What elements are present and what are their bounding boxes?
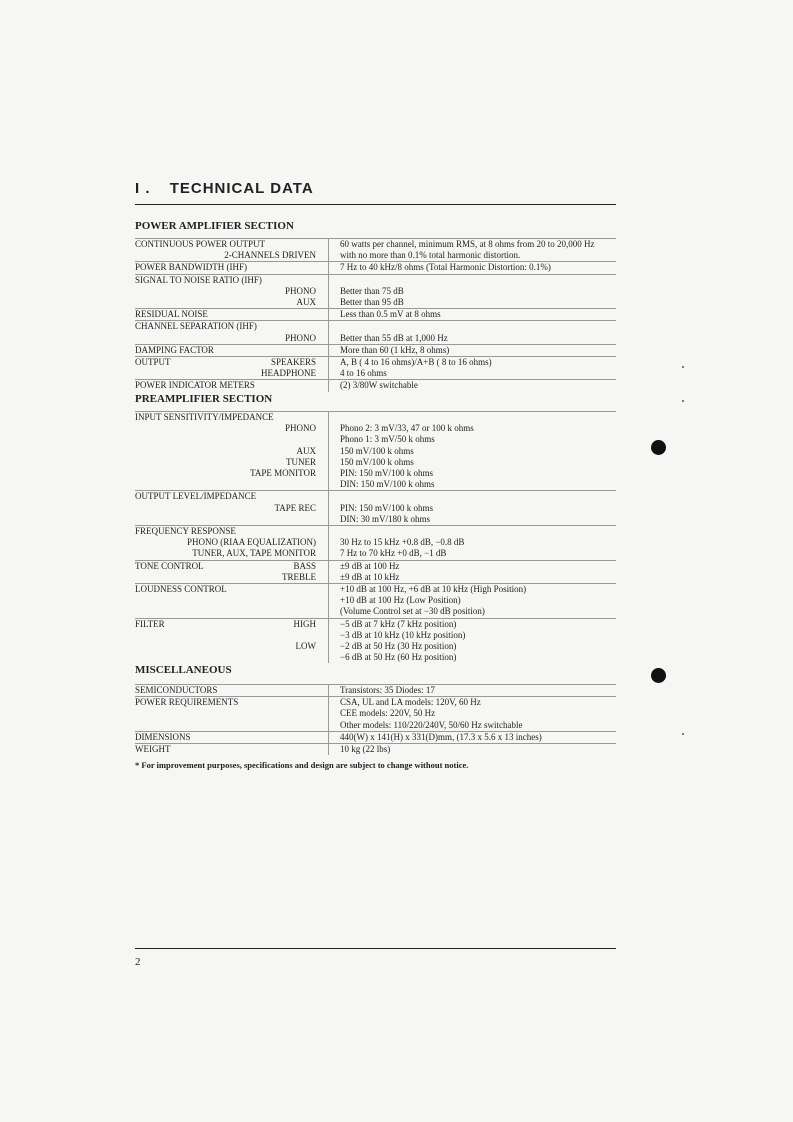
spec-row (135, 333, 616, 345)
spec-label-split (135, 560, 329, 572)
spec-value: DIN: 150 mV/100 k ohms (329, 479, 617, 491)
spec-value: (Volume Control set at −30 dB position) (329, 606, 617, 618)
spec-value: 7 Hz to 70 kHz +0 dB, −1 dB (329, 548, 617, 560)
spec-label: LOUDNESS CONTROL (135, 584, 329, 596)
spec-value (329, 526, 617, 538)
spec-value: 60 watts per channel, minimum RMS, at 8 ohms from 20 to 20,000 Hz (329, 239, 617, 251)
spec-label: PHONO (284, 332, 316, 343)
spec-label: TREBLE (282, 571, 316, 582)
preamplifier-table (135, 411, 616, 663)
spec-row (135, 744, 616, 756)
spec-row (135, 731, 616, 743)
spec-label: WEIGHT (135, 744, 329, 756)
spec-label: RESIDUAL NOISE (135, 309, 329, 321)
spec-row (135, 720, 616, 732)
spec-label (135, 606, 329, 618)
spec-value: 10 kg (22 lbs) (329, 744, 617, 756)
spec-value: 150 mV/100 k ohms (329, 457, 617, 468)
spec-row (135, 537, 616, 548)
spec-row (135, 584, 616, 596)
spec-row (135, 274, 616, 286)
spec-label: POWER INDICATOR METERS (135, 380, 329, 392)
spec-value: −5 dB at 7 kHz (7 kHz position) (329, 618, 617, 630)
spec-label: DIMENSIONS (135, 731, 329, 743)
spec-label: HEADPHONE (261, 368, 316, 379)
spec-row (135, 297, 616, 309)
spec-label (135, 708, 329, 719)
spec-row (135, 572, 616, 584)
spec-row (135, 595, 616, 606)
spec-row (135, 434, 616, 445)
spec-value: A, B ( 4 to 16 ohms)/A+B ( 8 to 16 ohms) (329, 357, 617, 369)
spec-label: TAPE REC (274, 502, 316, 513)
spec-row (135, 503, 616, 514)
spec-label (135, 595, 329, 606)
punch-hole (651, 440, 666, 455)
spec-label (135, 652, 329, 663)
spec-label-split (135, 618, 329, 630)
spec-row (135, 250, 616, 262)
spec-label: AUX (296, 297, 316, 308)
spec-value: Transistors: 35 Diodes: 17 (329, 685, 617, 697)
top-rule (135, 204, 616, 205)
spec-row (135, 262, 616, 274)
spec-row (135, 652, 616, 663)
spec-label: PHONO (284, 423, 316, 434)
spec-label (135, 514, 329, 526)
miscellaneous-heading: MISCELLANEOUS (135, 664, 232, 676)
spec-label: FREQUENCY RESPONSE (135, 526, 329, 538)
spec-value: with no more than 0.1% total harmonic distortion. (329, 250, 617, 262)
spec-row (135, 697, 616, 709)
scan-speck (682, 366, 684, 368)
spec-row (135, 446, 616, 457)
spec-label (135, 630, 329, 641)
spec-value: +10 dB at 100 Hz, +6 dB at 10 kHz (High Position) (329, 584, 617, 596)
spec-label (135, 479, 329, 491)
spec-row (135, 468, 616, 479)
section-number: I . (135, 180, 151, 197)
spec-label: OUTPUT LEVEL/IMPEDANCE (135, 491, 329, 503)
spec-label: CONTINUOUS POWER OUTPUT (135, 239, 329, 251)
spec-value: DIN: 30 mV/180 k ohms (329, 514, 617, 526)
spec-label: FILTER (135, 618, 165, 629)
spec-row (135, 630, 616, 641)
spec-row (135, 685, 616, 697)
spec-label: CHANNEL SEPARATION (IHF) (135, 321, 329, 333)
preamplifier-heading: PREAMPLIFIER SECTION (135, 393, 273, 405)
spec-row (135, 380, 616, 392)
spec-value: (2) 3/80W switchable (329, 380, 617, 392)
bottom-rule (135, 948, 616, 949)
spec-row (135, 491, 616, 503)
spec-row (135, 560, 616, 572)
spec-row (135, 708, 616, 719)
spec-label: PHONO (284, 285, 316, 296)
spec-label: POWER BANDWIDTH (IHF) (135, 262, 329, 274)
spec-value: 150 mV/100 k ohms (329, 446, 617, 457)
spec-value: Better than 95 dB (329, 297, 617, 309)
spec-value: +10 dB at 100 Hz (Low Position) (329, 595, 617, 606)
spec-value (329, 274, 617, 286)
footnote: * For improvement purposes, specifications and design are subject to change without notice. (135, 760, 469, 770)
spec-label: AUX (296, 445, 316, 456)
scan-speck (682, 400, 684, 402)
spec-row (135, 548, 616, 560)
spec-value: 7 Hz to 40 kHz/8 ohms (Total Harmonic Distortion: 0.1%) (329, 262, 617, 274)
spec-label (135, 434, 329, 445)
spec-value: 30 Hz to 15 kHz +0.8 dB, −0.8 dB (329, 537, 617, 548)
spec-row (135, 321, 616, 333)
spec-value: Better than 75 dB (329, 286, 617, 297)
spec-value: More than 60 (1 kHz, 8 ohms) (329, 344, 617, 356)
page-number: 2 (135, 956, 141, 968)
spec-value: −6 dB at 50 Hz (60 Hz position) (329, 652, 617, 663)
spec-value (329, 491, 617, 503)
spec-row (135, 239, 616, 251)
spec-value: Other models: 110/220/240V, 50/60 Hz switchable (329, 720, 617, 732)
spec-value (329, 321, 617, 333)
spec-row (135, 514, 616, 526)
spec-row (135, 368, 616, 380)
scan-speck (682, 733, 684, 735)
spec-label: TUNER, AUX, TAPE MONITOR (192, 548, 316, 559)
spec-value: 440(W) x 141(H) x 331(D)mm, (17.3 x 5.6 x 13 inches) (329, 731, 617, 743)
spec-label: LOW (295, 641, 316, 652)
spec-label: OUTPUT (135, 357, 171, 368)
spec-row (135, 309, 616, 321)
spec-row (135, 286, 616, 297)
spec-label-split (135, 357, 329, 369)
spec-label: DAMPING FACTOR (135, 344, 329, 356)
spec-label: SEMICONDUCTORS (135, 685, 329, 697)
spec-label: TUNER (286, 456, 316, 467)
spec-value: −3 dB at 10 kHz (10 kHz position) (329, 630, 617, 641)
spec-row (135, 412, 616, 424)
spec-row (135, 357, 616, 369)
spec-value: CSA, UL and LA models: 120V, 60 Hz (329, 697, 617, 709)
spec-value: PIN: 150 mV/100 k ohms (329, 468, 617, 479)
title-text: TECHNICAL DATA (169, 180, 314, 197)
spec-row (135, 457, 616, 468)
spec-row (135, 641, 616, 652)
miscellaneous-table (135, 684, 616, 755)
spec-label (135, 720, 329, 732)
spec-value: CEE models: 220V, 50 Hz (329, 708, 617, 719)
spec-sublabel: BASS (293, 560, 316, 571)
spec-sublabel: HIGH (293, 618, 316, 629)
spec-row (135, 344, 616, 356)
spec-value: PIN: 150 mV/100 k ohms (329, 503, 617, 514)
spec-label: TONE CONTROL (135, 560, 204, 571)
spec-row (135, 618, 616, 630)
spec-label: PHONO (RIAA EQUALIZATION) (187, 537, 316, 548)
punch-hole (651, 668, 666, 683)
spec-row (135, 423, 616, 434)
spec-row (135, 606, 616, 618)
spec-value: Phono 1: 3 mV/50 k ohms (329, 434, 617, 445)
spec-value (329, 412, 617, 424)
spec-sublabel: SPEAKERS (270, 357, 316, 368)
spec-label: INPUT SENSITIVITY/IMPEDANCE (135, 412, 329, 424)
power-amplifier-table (135, 238, 616, 392)
spec-label: SIGNAL TO NOISE RATIO (IHF) (135, 274, 329, 286)
spec-value: ±9 dB at 10 kHz (329, 572, 617, 584)
spec-label: TAPE MONITOR (250, 468, 316, 479)
spec-value: Less than 0.5 mV at 8 ohms (329, 309, 617, 321)
page-title (135, 180, 314, 197)
spec-row (135, 526, 616, 538)
spec-value: −2 dB at 50 Hz (30 Hz position) (329, 641, 617, 652)
spec-label: POWER REQUIREMENTS (135, 697, 329, 709)
spec-value: Phono 2: 3 mV/33, 47 or 100 k ohms (329, 423, 617, 434)
spec-row (135, 479, 616, 491)
spec-value: 4 to 16 ohms (329, 368, 617, 380)
spec-label: 2-CHANNELS DRIVEN (224, 250, 316, 261)
power-amplifier-heading: POWER AMPLIFIER SECTION (135, 220, 294, 232)
spec-value: ±9 dB at 100 Hz (329, 560, 617, 572)
spec-value: Better than 55 dB at 1,000 Hz (329, 333, 617, 345)
